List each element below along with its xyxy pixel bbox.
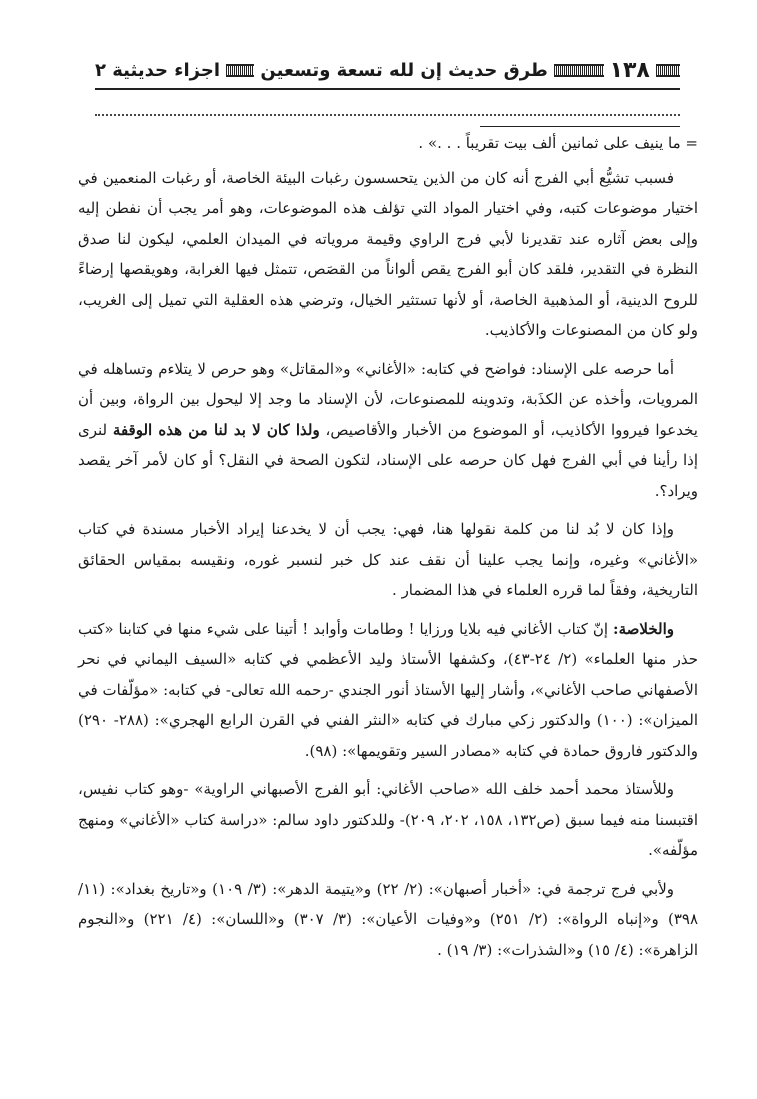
header-rule — [95, 88, 680, 90]
paragraph — [78, 614, 698, 767]
page-number: ١٣٨ — [609, 57, 650, 83]
header-ornament — [554, 64, 604, 77]
paragraph — [78, 354, 698, 507]
paragraph: فسبب تشيُّع أبي الفرج أنه كان من الذين يتحسسون رغبات البيئة الخاصة، أو رغبات المنعمين في اختيار موضوعات كتبه، وفي اختيار المواد التي تؤلف هذه الموضوعات، وهو أمر يجب أن نفطن إليه وإلى بعض آثاره عند تقديرنا لأبي فرج الراوي وقيمة مروياته في الميدان العلمي، ليكون لنا صدق النظرة في التقدير، فلقد كان أبو الفرج يقص ألواناً من القصَص، تتمثل فيها الغرابة، وهويقصها إرضاءً للروح الدينية، أو المذهبية الخاصة، أو لأنها تستثير الخيال، وترضي هذه العقلية التي تميل إلى الغريب، ولو كان من المصنوعات والأكاذيب. — [78, 168, 698, 339]
paragraph: ولأبي فرج ترجمة في: «أخبار أصبهان»: (٢/ ٢٢) و«يتيمة الدهر»: (٣/ ١٠٩) و«تاريخ بغداد»: (١١/ ٣٩٨) و«إنباه الرواة»: (٢/ ٢٥١) و«وفيات الأعيان»: (٣/ ٣٠٧) و«اللسان»: (٤/ ٢٢١) و«النجوم الزاهرة»: (٤/ ١٥) و«الشذرات»: (٣/ ١٩) . — [78, 879, 699, 959]
paragraph-text: أما حرصه على الإسناد: فواضح في كتابه: «الأغاني» و«المقاتل» وهو حرص لا يتلاءم وتساهله في المرويات، وأخذه عن الكذَبة، وتدوينه للمصنوعات، لأن الإسناد ما وجد إلا ليحول بين الرواة، وبين أن يخدعوا فيرووا الأكاذيب، أو الموضوع من الأخبار والأقاصيص، — [78, 359, 698, 439]
bold-phrase: والخلاصة: — [613, 619, 674, 638]
paragraph: وللأستاذ محمد أحمد خلف الله «صاحب الأغاني: أبو الفرج الأصبهاني الراوية» -وهو كتاب نفيس، اقتبسنا منه فيما سبق (ص١٣٢، ١٥٨، ٢٠٢، ٢٠٩)- وللدكتور داود سالم: «دراسة كتاب «الأغاني» ومنهج مؤلّفه». — [78, 780, 699, 859]
footnote-continuation: = ما ينيف على ثمانين ألف بيت تقريباً . . .» . — [418, 134, 698, 152]
page-body — [78, 128, 698, 973]
paragraph-text: لنرى إذا رأينا في أبي الفرج فهل كان حرصه على الإسناد، لتكون الصحة في النقل؟ أو كان لأمر آخر يقصد ويراد؟. — [78, 420, 698, 500]
paragraph-text: إنّ كتاب الأغاني فيه بلايا ورزايا ! وطامات وأوابد ! أتينا على شيء منها في كتابنا «كتب حذر منها العلماء» (٢/ ٢٤-٤٣)، وكشفها الأستاذ وليد الأعظمي في كتابه «السيف اليماني في نحر الأصفهاني صاحب الأغاني»، وأشار إليها الأستاذ أنور الجندي -رحمه الله تعالى- في كتابه: «مؤلّفات في الميزان»: (١٠٠) والدكتور زكي مبارك في كتابه «النثر الفني في القرن الرابع الهجري»: (٢٨٨- ٢٩٠) والدكتور فاروق حمادة في كتابه «مصادر السير وتقويمها»: (٩٨). — [78, 619, 698, 760]
running-subtitle: اجزاء حديثية ٢ — [95, 59, 220, 81]
paragraph: وإذا كان لا بُد لنا من كلمة نقولها هنا، فهي: يجب أن لا يخدعنا إيراد الأخبار مسندة في كتاب «الأغاني» وغيره، وإنما يجب علينا أن نقف عند كل خبر لنسبر غوره، ونقيسه بمقياس الحقائق التاريخية، وفقاً لما قرره العلماء في هذا المضمار . — [78, 520, 698, 599]
running-title: طرق حديث إن لله تسعة وتسعين — [260, 59, 548, 81]
header-ornament — [656, 64, 680, 77]
dotted-separator — [95, 100, 680, 116]
header-ornament — [226, 64, 254, 77]
running-header — [95, 52, 680, 88]
footnote-rule — [480, 126, 680, 127]
bold-phrase: ولذا كان لا بد لنا من هذه الوقفة — [112, 420, 320, 439]
